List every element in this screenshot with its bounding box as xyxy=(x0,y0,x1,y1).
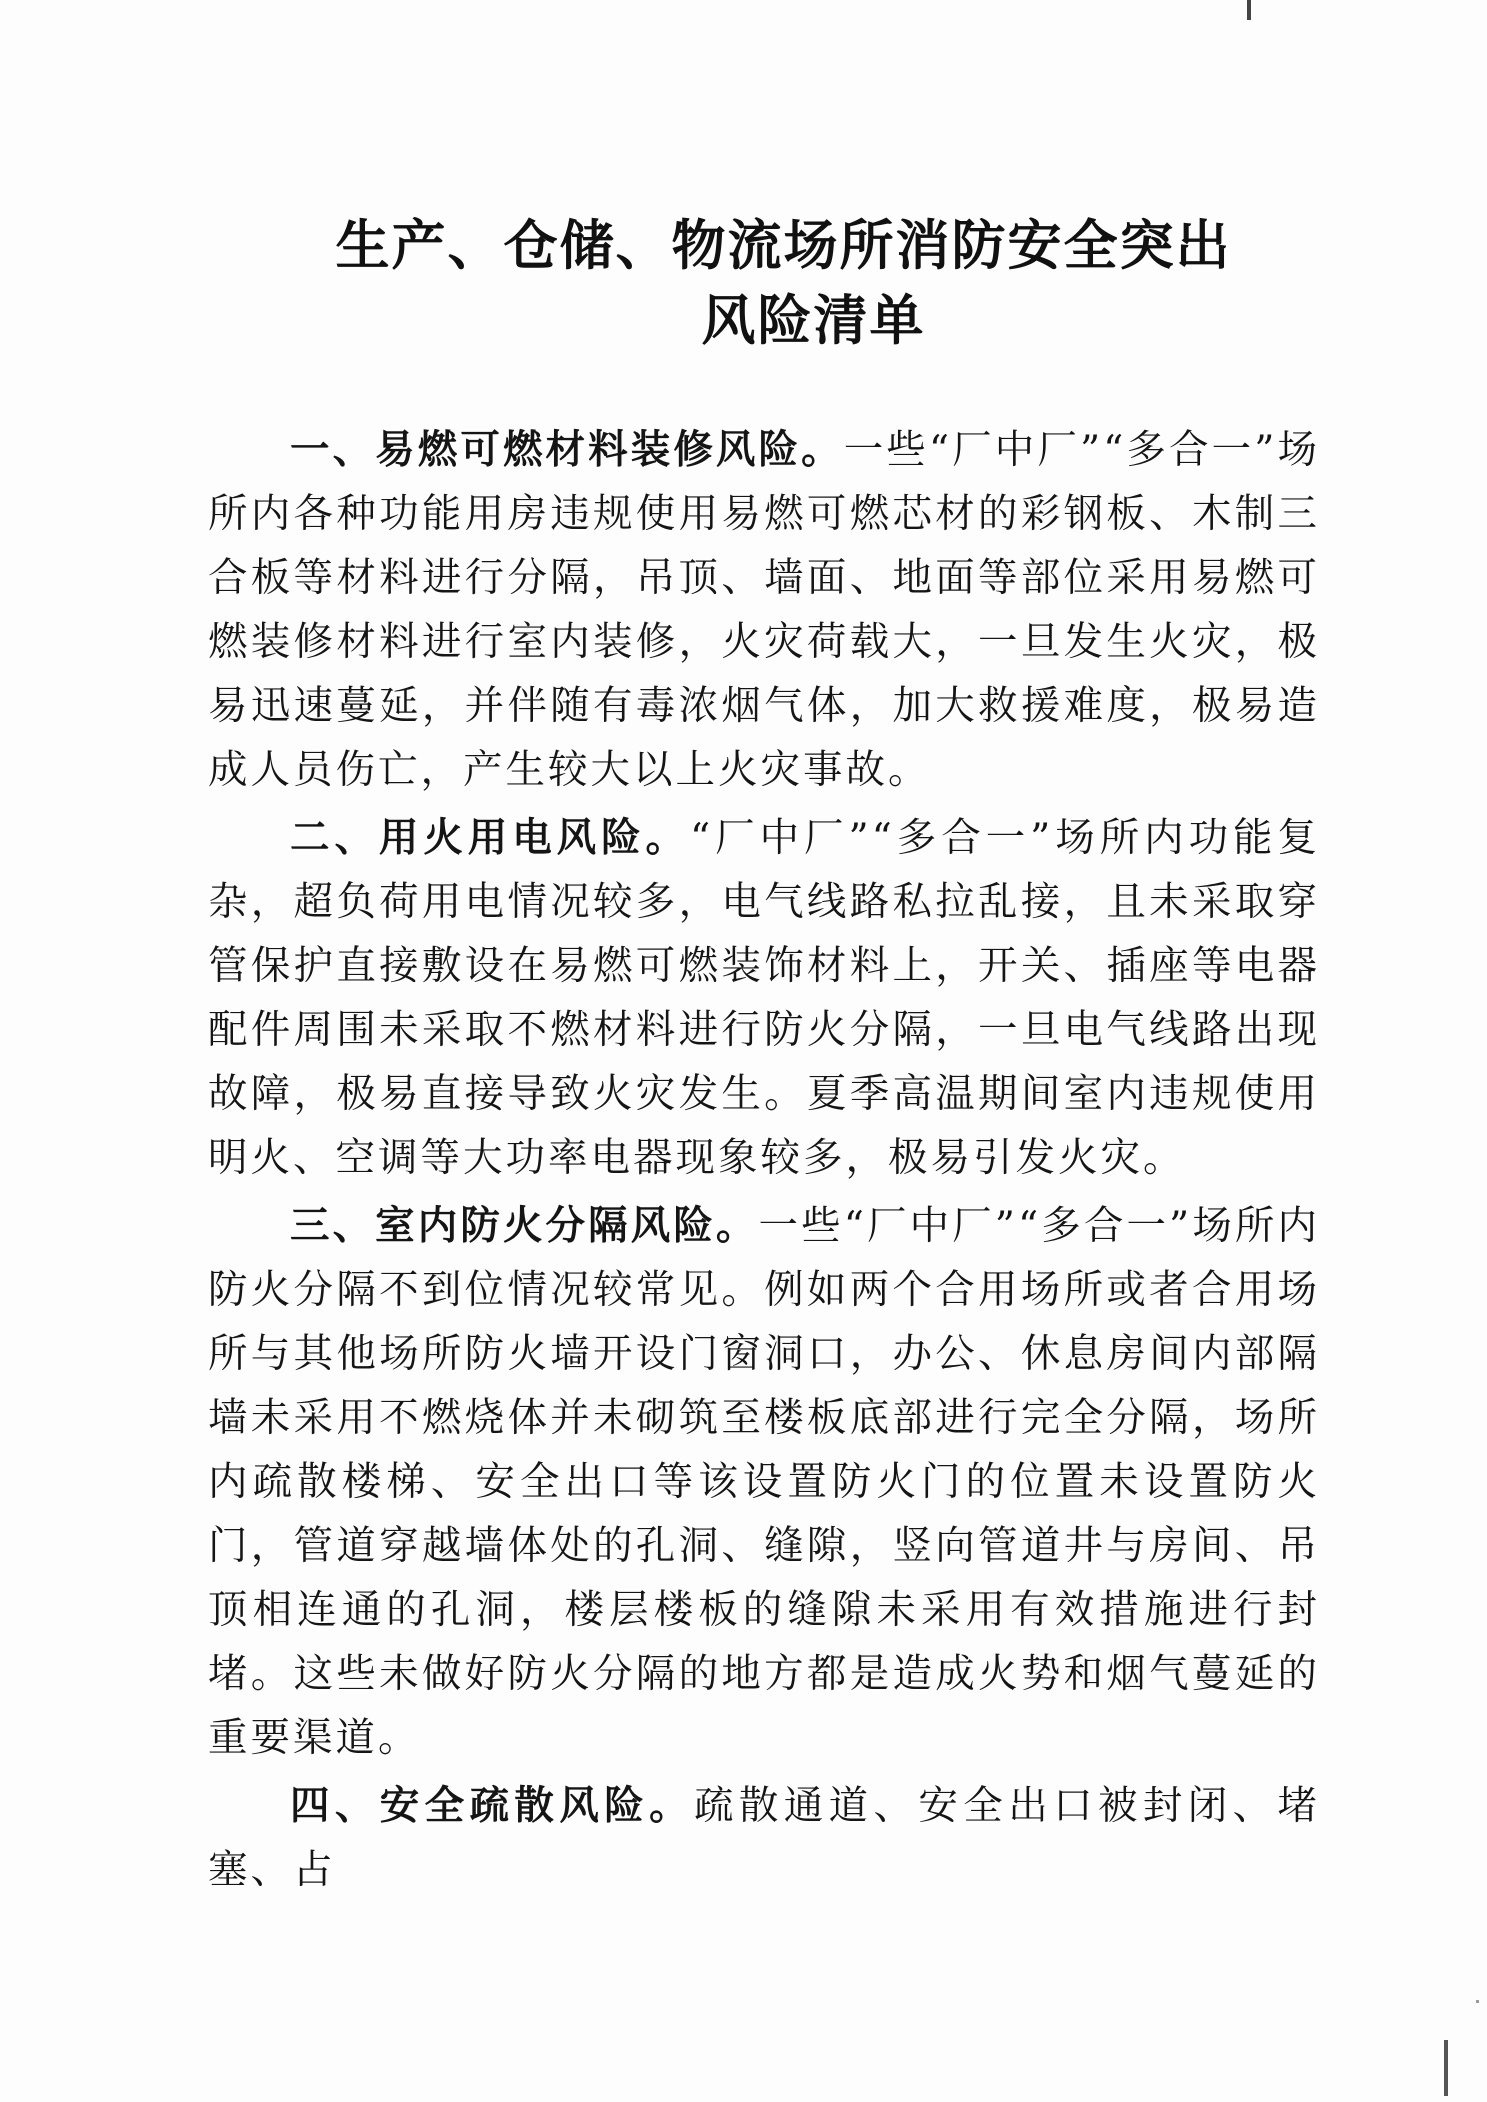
paragraph-1-heading: 一、易燃可燃材料装修风险。 xyxy=(290,427,844,473)
paragraph-3-heading: 三、室内防火分隔风险。 xyxy=(290,1203,759,1249)
paragraph-1-body: 一些“厂中厂”“多合一”场所内各种功能用房违规使用易燃可燃芯材的彩钢板、木制三合板等材料进行分隔，吊顶、墙面、地面等部位采用易燃可燃装修材料进行室内装修，火灾荷载大，一旦发生火灾，极易迅速蔓延，并伴随有毒浓烟气体，加大救援难度，极易造成人员伤亡，产生较大以上火灾事故。 xyxy=(208,427,1320,793)
document-title-line-2: 风险清单 xyxy=(701,289,926,352)
paragraph-2-heading: 二、用火用电风险。 xyxy=(290,815,690,861)
scan-edge-mark xyxy=(1247,0,1251,20)
document-title-line-1: 生产、仓储、物流场所消防安全突出 xyxy=(335,214,1232,277)
paragraph-4-body: 疏散通道、安全出口被封闭、堵塞、占 xyxy=(208,1783,1321,1893)
document-body xyxy=(208,418,1320,1906)
paragraph-1 xyxy=(208,418,1320,802)
paragraph-4-heading: 四、安全疏散风险。 xyxy=(290,1783,694,1829)
scan-speck xyxy=(1476,2000,1479,2003)
paragraph-2-body: “厂中厂”“多合一”场所内功能复杂，超负荷用电情况较多，电气线路私拉乱接，且未采取穿管保护直接敷设在易燃可燃装饰材料上，开关、插座等电器配件周围未采取不燃材料进行防火分隔，一旦电气线路出现故障，极易直接导致火灾发生。夏季高温期间室内违规使用明火、空调等大功率电器现象较多，极易引发火灾。 xyxy=(208,815,1320,1181)
paragraph-4 xyxy=(208,1774,1320,1902)
paragraph-3-body: 一些“厂中厂”“多合一”场所内防火分隔不到位情况较常见。例如两个合用场所或者合用场所与其他场所防火墙开设门窗洞口，办公、休息房间内部隔墙未采用不燃烧体并未砌筑至楼板底部进行完全分隔，场所内疏散楼梯、安全出口等该设置防火门的位置未设置防火门，管道穿越墙体处的孔洞、缝隙，竖向管道井与房间、吊顶相连通的孔洞，楼层楼板的缝隙未采用有效措施进行封堵。这些未做好防火分隔的地方都是造成火势和烟气蔓延的重要渠道。 xyxy=(208,1203,1321,1761)
scan-edge-mark xyxy=(1444,2040,1448,2096)
paragraph-2 xyxy=(208,806,1320,1190)
paragraph-3 xyxy=(208,1194,1320,1770)
